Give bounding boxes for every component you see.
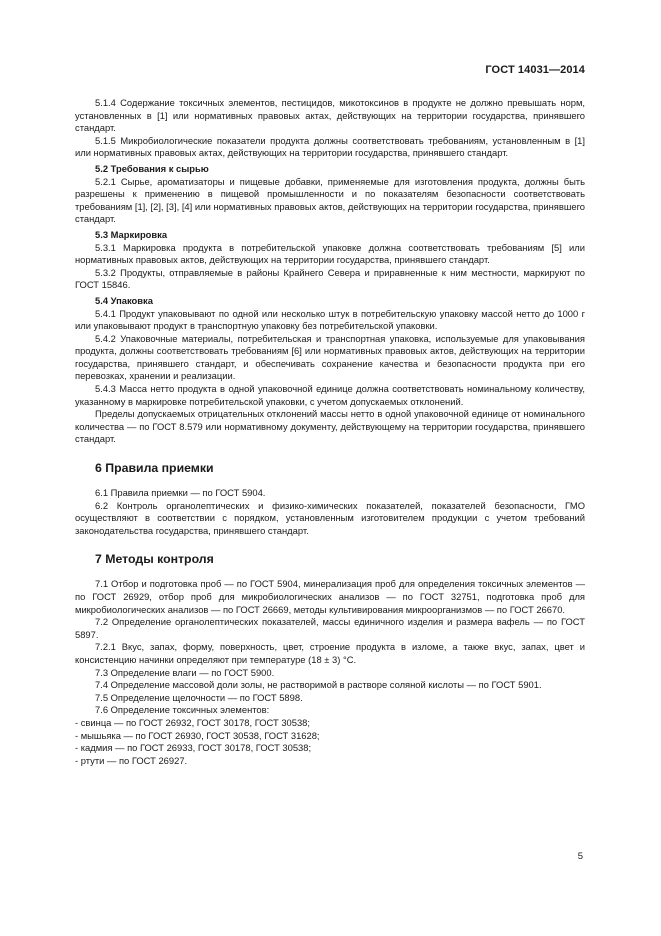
clause-7-5: 7.5 Определение щелочности — по ГОСТ 5898. [95, 691, 303, 703]
subsection-5-3-title: 5.3 Маркировка [95, 228, 168, 240]
clause-5-1-4: 5.1.4 Содержание токсичных элементов, пестицидов, микотоксинов в продукте не должно превышать норм, установленных в [1] или нормативных правовых актах, действующих на территории государства, принявшего стандарт. [75, 97, 585, 134]
clause-5-3-2: 5.3.2 Продукты, отправляемые в районы Крайнего Севера и приравненные к ним местности, маркируют по ГОСТ 15846. [75, 266, 585, 291]
clause-7-2: 7.2 Определение органолептических показателей, массы единичного изделия и размера вафель — по ГОСТ 5897. [75, 616, 585, 640]
clause-6-1: 6.1 Правила приемки — по ГОСТ 5904. [95, 487, 266, 499]
clause-7-6: 7.6 Определение токсичных элементов: [95, 704, 270, 716]
clause-5-1-5: 5.1.5 Микробиологические показатели продукта должны соответствовать требованиям, установленным в [1] или нормативных правовых актах, действующих на территории государства, принявшего стандарт. [75, 134, 585, 159]
clause-6-2: 6.2 Контроль органолептических и физико-химических показателей, показателей безопасности, ГМО осуществляют в соответствии с порядком, установленным изготовителем продукции с учетом требований законодательства государства, принявшего стандарт. [75, 499, 585, 536]
toxic-elements-list [75, 717, 585, 767]
subsection-5-4-title: 5.4 Упаковка [95, 294, 153, 306]
list-item: - свинца — по ГОСТ 26932, ГОСТ 30178, ГОСТ 30538; [75, 717, 585, 730]
clause-7-2-1: 7.2.1 Вкус, запах, форму, поверхность, цвет, строение продукта в изломе, а также вкус, запах, цвет и консистенцию начинки определяют при температуре (18 ± 3) °С. [75, 641, 585, 665]
section-6-title: 6 Правила приемки [95, 461, 214, 476]
list-item: - мышьяка — по ГОСТ 26930, ГОСТ 30538, ГОСТ 31628; [75, 730, 585, 743]
standard-header: ГОСТ 14031—2014 [485, 64, 585, 76]
clause-7-3: 7.3 Определение влаги — по ГОСТ 5900. [95, 666, 275, 678]
list-item: - кадмия — по ГОСТ 26933, ГОСТ 30178, ГОСТ 30538; [75, 742, 585, 755]
clause-7-1: 7.1 Отбор и подготовка проб — по ГОСТ 5904, минерализация проб для определения токсичных элементов — по ГОСТ 26929, отбор проб для микробиологических анализов — по ГОСТ 32751, подготовка проб для микробиологических анализов — по ГОСТ 26669, методы культивирования микроорганизмов — по ГОСТ 26670. [75, 578, 585, 615]
section-7-title: 7 Методы контроля [95, 552, 214, 567]
clause-7-4: 7.4 Определение массовой доли золы, не растворимой в растворе соляной кислоты — по ГОСТ 5901. [95, 679, 542, 691]
clause-5-4-3: 5.4.3 Масса нетто продукта в одной упаковочной единице должна соответствовать номинальному количеству, указанному в маркировке потребительской упаковки, с учетом допускаемых отклонений. [75, 383, 585, 407]
clause-5-4-3-note: Пределы допускаемых отрицательных отклонений массы нетто в одной упаковочной единице от номинального количества — по ГОСТ 8.579 или нормативному документу, действующему на территории государства, принявшего стандарт. [75, 408, 585, 445]
clause-5-4-2: 5.4.2 Упаковочные материалы, потребительская и транспортная упаковка, используемые для упаковывания продукта, должны соответствовать требованиям [6] или нормативных правовых актов, действующих на территории государства, принявшего стандарт, и обеспечивать сохранение качества и безопасности продукта при его перевозках, хранении и реализации. [75, 332, 585, 382]
subsection-5-2-title: 5.2 Требования к сырью [95, 162, 209, 174]
list-item: - ртути — по ГОСТ 26927. [75, 755, 585, 768]
page-number: 5 [577, 851, 583, 862]
clause-5-4-1: 5.4.1 Продукт упаковывают по одной или несколько штук в потребительскую упаковку массой нетто до 1000 г или упаковывают продукт в транспортную упаковку без потребительской упаковки. [75, 307, 585, 332]
page-content [75, 97, 585, 767]
clause-5-2-1: 5.2.1 Сырье, ароматизаторы и пищевые добавки, применяемые для изготовления продукта, должны быть разрешены к применению в пищевой промышленности и по показателям безопасности соответствовать требованиям [1], [2], [3], [4] или нормативных правовых актов, действующих на территории государства, принявшего стандарт. [75, 175, 585, 225]
clause-5-3-1: 5.3.1 Маркировка продукта в потребительской упаковке должна соответствовать требованиям [5] или нормативных правовых актов, действующих на территории государства, принявшего стандарт. [75, 241, 585, 266]
